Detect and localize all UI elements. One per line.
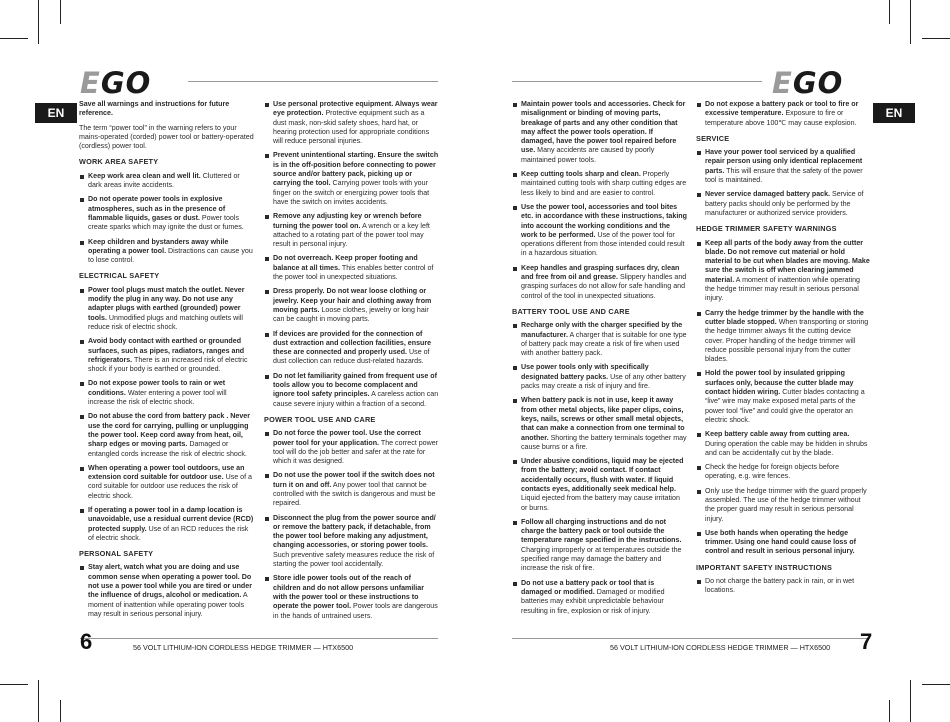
bullet-bold-text: Dress properly. Do not wear loose clothing or jewelry. Keep your hair and clothing away from moving parts. xyxy=(273,287,432,314)
header-rule xyxy=(512,81,762,82)
bullet-body-text: A wrench or a key left attached to a rotating part of the power tool may result in personal injury. xyxy=(273,221,430,249)
bullet-item xyxy=(512,321,687,358)
footer-title: 56 VOLT LITHIUM-ION CORDLESS HEDGE TRIMMER — HTX6500 xyxy=(133,643,354,652)
footer-rule xyxy=(80,638,438,639)
bullet-body-text: Exposure to fire or temperature above 100℃ may cause explosion. xyxy=(705,109,857,127)
bullet-item xyxy=(264,287,439,324)
bullet-bold-text: Prevent unintentional starting. Ensure the switch is in the off-position before connecting to power source and/or battery pack, picking up or carrying the tool. xyxy=(273,151,439,188)
bullet-body-text: Such preventive safety measures reduce the risk of starting the power tool accidentally. xyxy=(273,550,435,569)
bullet-item xyxy=(696,577,871,596)
bullet-body-text: This will ensure that the safety of the power tool is maintained. xyxy=(705,166,863,185)
bullet-body-text: Service of battery packs should only be performed by the manufacturer or authorized service providers. xyxy=(705,190,864,217)
bullet-bold-text: Remove any adjusting key or wrench before turning the power tool on. xyxy=(273,212,422,230)
bullet-bold-text: Keep all parts of the body away from the cutter blade. Do not remove cut material or hold material to be cut when blades are moving. Make sure the switch is off when clearing jammed material. xyxy=(705,238,870,284)
section-heading: ELECTRICAL SAFETY xyxy=(79,271,160,281)
crop-mark xyxy=(910,0,911,44)
bullet-body-text: Shorting the battery terminals together may cause burns or a fire. xyxy=(521,433,687,451)
column-2 xyxy=(264,100,439,626)
bullet-body-text: Many accidents are caused by poorly maintained power tools. xyxy=(521,146,655,164)
section-heading: PERSONAL SAFETY xyxy=(79,549,154,559)
logo-letters: GO xyxy=(792,66,844,100)
bullet-body-text: Use of dust collection can reduce dust-related hazards. xyxy=(273,348,430,366)
ego-logo xyxy=(80,66,152,100)
bullet-body-text: Water entering a power tool will increase the risk of electric shock. xyxy=(88,388,227,407)
bullet-bold-text: Do not overreach. Keep proper footing and balance at all times. xyxy=(273,254,418,272)
bullet-item xyxy=(512,203,687,259)
section-heading: POWER TOOL USE AND CARE xyxy=(264,414,376,424)
column-1 xyxy=(79,100,255,624)
section-heading: SERVICE xyxy=(696,133,730,143)
bullet-body-text: Damaged or modified batteries may exhibit unpredictable behaviour resulting in fire, explosion or risk of injury. xyxy=(521,587,665,615)
bullet-item xyxy=(79,563,255,619)
bullet-body-text: Distractions can cause you to lose control. xyxy=(88,246,253,265)
bullet-bold-text: Do not abuse the cord from battery pack . Never use the cord for carrying, pulling or unplugging the power tool. Keep cord away from heat, oil, sharp edges or moving parts. xyxy=(88,412,251,449)
header-rule xyxy=(188,81,438,82)
crop-mark xyxy=(922,684,950,685)
bullet-item xyxy=(696,239,871,304)
bullet-body-text: Use of any other battery packs may create a risk of injury and fire. xyxy=(521,372,686,391)
bullet-list xyxy=(696,148,871,218)
bullet-list xyxy=(264,100,439,409)
bullet-item xyxy=(512,396,687,452)
bullet-body-text: Unmodified plugs and matching outlets will reduce risk of electric shock. xyxy=(88,313,243,331)
bullet-item xyxy=(696,148,871,185)
bullet-bold-text: When operating a power tool outdoors, use an extension cord suitable for outdoor use. xyxy=(88,463,245,482)
bullet-body-text: A careless action can cause severe injury within a fraction of a second. xyxy=(273,390,439,408)
crop-mark xyxy=(910,680,911,722)
bullet-item xyxy=(696,190,871,218)
bullet-item xyxy=(696,309,871,365)
bullet-bold-text: Follow all charging instructions and do not charge the battery pack or tool outside the temperature range specified in the instructions. xyxy=(521,517,682,545)
bullet-bold-text: Use the power tool, accessories and tool bites etc. in accordance with these instructions, taking into account the working conditions and the work to be performed. xyxy=(521,202,687,239)
bullet-list xyxy=(512,100,687,301)
bullet-item xyxy=(79,464,255,501)
bullet-bold-text: Have your power tool serviced by a qualified repair person using only identical replacement parts. xyxy=(705,148,863,175)
bullet-body-text: When transporting or storing the hedge trimmer always fit the cutting device cover. Proper handling of the hedge trimmer will reduce possible personal injury from the cutter blades. xyxy=(705,317,869,364)
bullet-item xyxy=(512,457,687,513)
bullet-bold-text: Keep cutting tools sharp and clean. xyxy=(521,170,641,179)
bullet-body-text: This enables better control of the power tool in unexpected situations. xyxy=(273,263,434,282)
crop-mark xyxy=(60,0,61,24)
bullet-bold-text: Do not expose power tools to rain or wet conditions. xyxy=(88,379,226,397)
bullet-item xyxy=(512,518,687,574)
language-tab: EN xyxy=(873,103,915,123)
bullet-list xyxy=(264,429,439,621)
bullet-body-text: Use of an RCD reduces the risk of electric shock. xyxy=(88,524,249,542)
crop-mark xyxy=(38,680,39,722)
bullet-item xyxy=(264,254,439,282)
bullet-bold-text: Under abusive conditions, liquid may be ejected from the battery; avoid contact. If contact accidentally occurs, flush with water. If liquid contacts eyes, additionally seek medical help. xyxy=(521,457,684,493)
bullet-item xyxy=(696,430,871,458)
bullet-item xyxy=(79,506,255,543)
bullet-body-text: Use of a cord suitable for outdoor use reduces the risk of electric shock. xyxy=(88,473,252,500)
bullet-item xyxy=(512,579,687,616)
bullet-bold-text: Store idle power tools out of the reach of children and do not allow persons unfamiliar with the power tool or these instructions to operate the power tool. xyxy=(273,574,424,611)
crop-mark xyxy=(922,38,950,39)
bullet-item xyxy=(264,100,439,146)
bullet-item xyxy=(512,264,687,301)
bullet-list xyxy=(696,577,871,596)
section-heading: HEDGE TRIMMER SAFETY WARNINGS xyxy=(696,224,837,234)
bullet-bold-text: Do not expose a battery pack or tool to fire or excessive temperature. xyxy=(705,100,859,118)
bullet-bold-text: Do not use the power tool if the switch does not turn it on and off. xyxy=(273,471,435,489)
language-tab: EN xyxy=(35,103,77,123)
bullet-item xyxy=(79,337,255,374)
bullet-list xyxy=(696,100,871,128)
bullet-body-text: Cluttered or dark areas invite accidents. xyxy=(88,171,240,190)
bullet-body-text: A charger that is suitable for one type of battery pack may create a risk of fire when used with another battery pack. xyxy=(521,330,687,358)
bullet-bold-text: Hold the power tool by insulated gripping surfaces only, because the cutter blade may contact hidden wiring. xyxy=(705,369,854,397)
bullet-item xyxy=(512,170,687,198)
bullet-item xyxy=(512,363,687,391)
bullet-bold-text: Keep work area clean and well lit. xyxy=(88,171,201,180)
section-heading: IMPORTANT SAFETY INSTRUCTIONS xyxy=(696,562,833,572)
bullet-item xyxy=(264,372,439,409)
bullet-item xyxy=(264,151,439,207)
bullet-body-text: Any power tool that cannot be controlled with the switch is dangerous and must be repaired. xyxy=(273,480,436,508)
bullet-bold-text: Power tool plugs must match the outlet. Never modify the plug in any way. Do not use any adapter plugs with earthed (grounded) power tools. xyxy=(88,285,245,322)
bullet-bold-text: If devices are provided for the connection of dust extraction and collection facilities, ensure these are connected and properly used. xyxy=(273,329,432,357)
bullet-bold-text: Do not use a battery pack or tool that is damaged or modified. xyxy=(521,578,655,596)
bullet-item xyxy=(264,514,439,570)
bullet-bold-text: Keep battery cable away from cutting area. xyxy=(705,430,850,439)
page-number: 6 xyxy=(80,629,93,654)
bullet-bold-text: Use personal protective equipment. Always wear eye protection. xyxy=(273,100,438,118)
bullet-bold-text: Do not let familiarity gained from frequent use of tools allow you to become complacent and ignore tool safety principles. xyxy=(273,371,437,399)
bullet-bold-text: Avoid body contact with earthed or grounded surfaces, such as pipes, radiators, ranges and refrigerators. xyxy=(88,337,245,364)
bullet-bold-text: Keep handles and grasping surfaces dry, clean and free from oil and grease. xyxy=(521,263,680,282)
bullet-body-text: Check the hedge for foreign objects before operating, e.g. wire fences. xyxy=(705,463,840,481)
bullet-bold-text: When battery pack is not in use, keep it away from other metal objects, like paper clips, coins, keys, nails, screws or other small metal objects, that can make a connection from one terminal to another. xyxy=(521,396,685,442)
bullet-bold-text: Stay alert, watch what you are doing and use common sense when operating a power tool. Do not use a power tool while you are tired or under the influence of drugs, alcohol or medication. xyxy=(88,563,252,600)
bullet-bold-text: Keep children and bystanders away while operating a power tool. xyxy=(88,237,229,255)
bullet-body-text: Liquid ejected from the battery may cause irritation or burns. xyxy=(521,494,680,512)
bullet-body-text: The correct power tool will do the job better and safer at the rate for which it was designed. xyxy=(273,438,439,466)
bullet-item xyxy=(79,195,255,232)
crop-mark xyxy=(0,684,28,685)
bullet-bold-text: Disconnect the plug from the power source and/ or remove the battery pack, if detachable, from the power tool before making any adjustment, changing accessories, or storing power tools. xyxy=(273,513,436,550)
bullet-list xyxy=(79,286,255,543)
bullet-body-text: Cutter blades contacting a “live” wire may make exposed metal parts of the power tool “live” and could give the operator an electric shock. xyxy=(705,388,865,424)
bullet-item xyxy=(264,429,439,466)
bullet-item xyxy=(264,212,439,249)
bullet-list xyxy=(696,239,871,557)
bullet-body-text: Carrying power tools with your finger on the switch or energizing power tools that have the switch on invites accidents. xyxy=(273,179,430,206)
bullet-body-text: Only use the hedge trimmer with the guard properly assembled. The use of the hedge trimmer without the proper guard may result in serious personal injury. xyxy=(705,486,867,523)
bullet-body-text: A moment of inattention while operating the hedge trimmer may result in serious personal injury. xyxy=(705,275,860,303)
bullet-body-text: Power tools are dangerous in the hands of untrained users. xyxy=(273,602,438,620)
bullet-item xyxy=(264,574,439,620)
bullet-item xyxy=(696,369,871,425)
bullet-body-text: Loose clothes, jewelry or long hair can be caught in moving parts. xyxy=(273,305,429,324)
bullet-item xyxy=(512,100,687,165)
ego-logo xyxy=(772,66,844,100)
bullet-item xyxy=(696,529,871,557)
bullet-item xyxy=(79,286,255,332)
bullet-item xyxy=(79,379,255,407)
bullet-body-text: A moment of inattention while operating power tools may result in serious personal injury. xyxy=(88,591,248,618)
bullet-item xyxy=(696,100,871,128)
bullet-body-text: Use of the power tool for operations different from those intended could result in a hazardous situation. xyxy=(521,230,685,258)
bullet-bold-text: Maintain power tools and accessories. Check for misalignment or binding of moving parts, breakage of parts and any other condition that may affect the power tools operation. If damaged, have the power tool repaired before use. xyxy=(521,100,686,155)
bullet-bold-text: Carry the hedge trimmer by the handle with the cutter blade stopped. xyxy=(705,308,864,326)
bullet-body-text: Charging improperly or at temperatures outside the specified range may damage the battery and increase the risk of fire. xyxy=(521,545,682,573)
crop-mark xyxy=(38,0,39,44)
bullet-item xyxy=(696,487,871,524)
logo-letters: GO xyxy=(100,66,152,100)
bullet-bold-text: Recharge only with the charger specified by the manufacturer. xyxy=(521,321,683,339)
footer-rule xyxy=(512,638,870,639)
page-number: 7 xyxy=(860,629,873,654)
bullet-item xyxy=(264,330,439,367)
bullet-item xyxy=(696,463,871,482)
bullet-list xyxy=(512,321,687,616)
bullet-item xyxy=(79,238,255,266)
bullet-list xyxy=(79,172,255,266)
term-text: The term “power tool” in the warning refers to your mains-operated (corded) power tool or battery-operated (cordless) power tool. xyxy=(79,123,254,151)
bullet-bold-text: Never service damaged battery pack. xyxy=(705,190,830,199)
bullet-body-text: During operation the cable may be hidden in shrubs and can be accidentally cut by the blade. xyxy=(705,439,868,457)
column-3 xyxy=(512,100,687,621)
bullet-body-text: Damaged or entangled cords increase the risk of electric shock. xyxy=(88,440,247,458)
crop-mark xyxy=(60,700,61,722)
bullet-item xyxy=(79,412,255,458)
bullet-body-text: Do not charge the battery pack in rain, or in wet locations. xyxy=(705,577,855,595)
footer-title: 56 VOLT LITHIUM-ION CORDLESS HEDGE TRIMMER — HTX6500 xyxy=(610,643,831,652)
crop-mark xyxy=(0,38,28,39)
crop-mark xyxy=(889,700,890,722)
intro-text: Save all warnings and instructions for future reference. xyxy=(79,100,230,118)
bullet-list xyxy=(79,563,255,619)
bullet-body-text: Properly maintained cutting tools with sharp cutting edges are less likely to bind and are easier to control. xyxy=(521,170,687,197)
bullet-bold-text: Use power tools only with specifically designated battery packs. xyxy=(521,363,649,381)
logo-letter: E xyxy=(772,66,793,100)
crop-mark xyxy=(889,0,890,24)
bullet-body-text: Protective equipment such as a dust mask, non-skid safety shoes, hard hat, or hearing protection used for appropriate conditions will reduce personal injuries. xyxy=(273,109,430,146)
bullet-bold-text: If operating a power tool in a damp location is unavoidable, use a residual current device (RCD) protected supply. xyxy=(88,505,254,533)
bullet-bold-text: Do not operate power tools in explosive atmospheres, such as in the presence of flammable liquids, gases or dust. xyxy=(88,195,226,222)
bullet-body-text: Slippery handles and grasping surfaces do not allow for safe handling and control of the tool in unexpected situations. xyxy=(521,273,687,300)
bullet-body-text: There is an increased risk of electric shock if your body is earthed or grounded. xyxy=(88,355,248,374)
logo-letter: E xyxy=(80,66,101,100)
bullet-bold-text: Do not force the power tool. Use the correct power tool for your application. xyxy=(273,429,421,447)
bullet-item xyxy=(264,471,439,508)
bullet-bold-text: Use both hands when operating the hedge trimmer. Using one hand could cause loss of control and result in serious personal injury. xyxy=(705,528,856,556)
section-heading: WORK AREA SAFETY xyxy=(79,157,159,167)
section-heading: BATTERY TOOL USE AND CARE xyxy=(512,306,630,316)
bullet-body-text: Power tools create sparks which may ignite the dust or fumes. xyxy=(88,213,244,232)
bullet-item xyxy=(79,172,255,191)
column-4 xyxy=(696,100,871,601)
